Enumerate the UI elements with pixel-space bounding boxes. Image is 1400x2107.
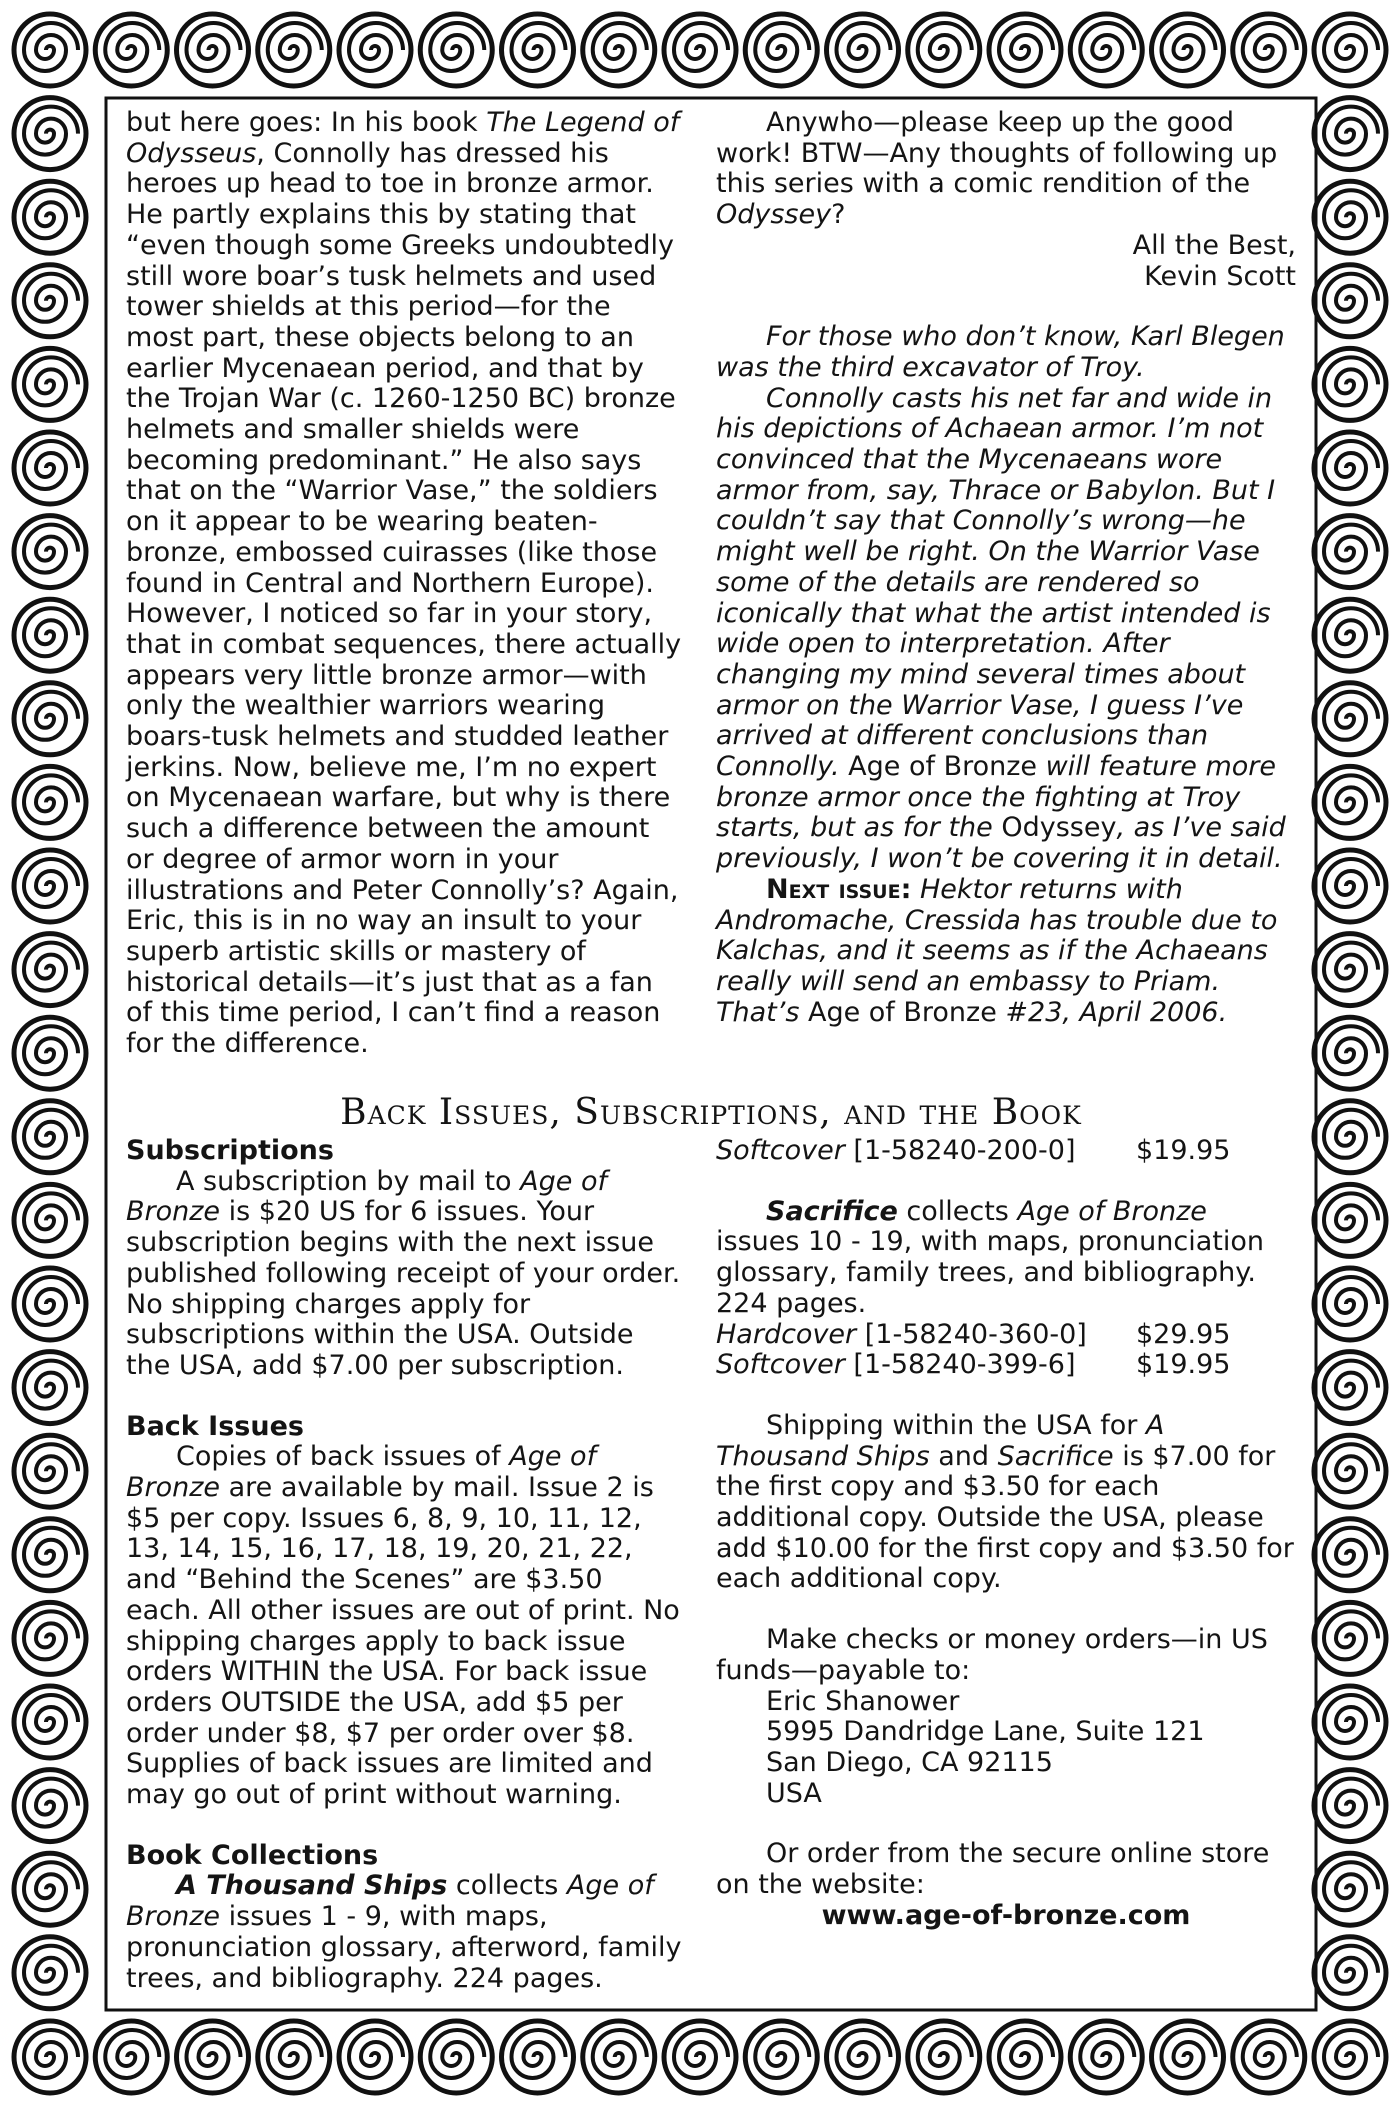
thousand-ships-text: A Thousand Ships collects Age of Bronze issues 1 - 9, with maps, pronunciation glossary, afterword, family trees, and bibliography. 224 pages. [126, 1870, 682, 1994]
spiral-ornament [258, 2021, 330, 2093]
editor-reply-2: Connolly casts his net far and wide in his depictions of Achaean armor. I’m not convinced that the Mycenaeans wore armor from, say, Thrace or Babylon. But I couldn’t say that Connolly’s wrong—he might well be right. On the Warrior Vase some of the details are rendered so iconically that what the artist intended is wide open to interpretation. After changing my mind several times about armor on the Warrior Vase, I guess I’ve arrived at different conclusions than Connolly. Age of Bronze will feature more bronze armor once the fighting at Troy starts, but as for the Odyssey, as I’ve said previously, I won’t be covering it in detail. [716, 382, 1286, 875]
spiral-ornament [1314, 1435, 1386, 1507]
address-line: San Diego, CA 92115 [766, 1746, 1053, 1778]
spiral-ornament [14, 1853, 86, 1925]
spiral-ornament [14, 683, 86, 755]
spiral-ornament [1314, 181, 1386, 253]
page-content [126, 108, 1296, 1998]
spiral-ornament [1314, 934, 1386, 1006]
address-line: USA [766, 1777, 822, 1809]
spiral-ornament [745, 14, 817, 86]
spiral-ornament [14, 1435, 86, 1507]
spiral-ornament [14, 98, 86, 170]
spiral-ornament [1314, 1937, 1386, 2009]
edition-row: Softcover [1-58240-399-6] $19.95 [716, 1349, 1231, 1381]
spiral-ornament [908, 14, 980, 86]
spiral-ornament [1314, 432, 1386, 504]
spiral-ornament [14, 1519, 86, 1591]
letter-closing: Anywho—please keep up the good work! BTW—Any thoughts of following up this series with a comic rendition of the Odyssey? [716, 107, 1278, 231]
edition-row: Softcover [1-58240-200-0] $19.95 [716, 1135, 1231, 1166]
price: $19.95 [1136, 1349, 1231, 1381]
spiral-ornament [908, 2021, 980, 2093]
spiral-ornament [1152, 14, 1224, 86]
next-issue-label: Next issue: [766, 873, 912, 905]
spiral-ornament [1314, 1602, 1386, 1674]
spiral-ornament [420, 14, 492, 86]
info-column-right [716, 1136, 1296, 1931]
spiral-ornament [14, 1770, 86, 1842]
spiral-ornament [14, 766, 86, 838]
spiral-ornament [14, 1268, 86, 1340]
edition-row: Hardcover [1-58240-360-0] $29.95 [716, 1318, 1231, 1350]
info-column-left [126, 1136, 682, 1994]
spiral-ornament [95, 14, 167, 86]
spiral-ornament [502, 2021, 574, 2093]
spiral-ornament [14, 1937, 86, 2009]
spiral-ornament [14, 599, 86, 671]
book-title: A Thousand Ships [176, 1870, 448, 1902]
spiral-ornament [827, 14, 899, 86]
spiral-ornament [1314, 1352, 1386, 1424]
price: $19.95 [1136, 1135, 1231, 1166]
spiral-ornament [14, 432, 86, 504]
shipping-text: Shipping within the USA for A Thousand Ships and Sacrifice is $7.00 for the first copy and $3.50 for each additional copy. Outside the USA, please add $10.00 for the first copy and $3.50 for each additional copy. [716, 1409, 1294, 1595]
spiral-ornament [1314, 516, 1386, 588]
spiral-ornament [95, 2021, 167, 2093]
spiral-ornament [339, 14, 411, 86]
spiral-ornament [177, 14, 249, 86]
website-link[interactable]: www.age-of-bronze.com [821, 1899, 1191, 1931]
address-line: 5995 Dandridge Lane, Suite 121 [766, 1716, 1205, 1748]
spiral-ornament [14, 1017, 86, 1089]
back-issues-heading: Back Issues [126, 1410, 304, 1442]
spiral-ornament [1314, 14, 1386, 86]
spiral-ornament [1314, 1101, 1386, 1173]
spiral-ornament [583, 2021, 655, 2093]
spiral-ornament [1314, 1268, 1386, 1340]
spiral-ornament [339, 2021, 411, 2093]
spiral-ornament [14, 14, 86, 86]
editor-reply-1: For those who don’t know, Karl Blegen was the third excavator of Troy. [716, 321, 1285, 383]
signature: Kevin Scott [1144, 260, 1296, 292]
spiral-ornament [1314, 98, 1386, 170]
spiral-ornament [1233, 2021, 1305, 2093]
online-text: Or order from the secure online store on the website: [716, 1838, 1270, 1901]
spiral-ornament [1314, 348, 1386, 420]
spiral-ornament [745, 2021, 817, 2093]
spiral-ornament [1314, 1853, 1386, 1925]
spiral-ornament [502, 14, 574, 86]
spiral-ornament [1314, 1017, 1386, 1089]
spiral-ornament [14, 934, 86, 1006]
spiral-ornament [1314, 1770, 1386, 1842]
spiral-ornament [1233, 14, 1305, 86]
spiral-ornament [14, 2021, 86, 2093]
price: $29.95 [1136, 1318, 1231, 1350]
spiral-ornament [14, 181, 86, 253]
next-issue: Next issue: Hektor returns with Andromache, Cressida has trouble due to Kalchas, and it seems as if the Achaeans really will send an embassy to Priam. That’s Age of Bronze #23, April 2006. [716, 873, 1278, 1028]
book-title: Sacrifice [766, 1195, 898, 1227]
spiral-ornament [420, 2021, 492, 2093]
spiral-ornament [1152, 2021, 1224, 2093]
spiral-ornament [1070, 14, 1142, 86]
spiral-ornament [258, 14, 330, 86]
spiral-ornament [1314, 683, 1386, 755]
letter-column-left [126, 108, 682, 1060]
book-collections-heading: Book Collections [126, 1839, 379, 1871]
spiral-ornament [664, 2021, 736, 2093]
spiral-ornament [583, 14, 655, 86]
spiral-ornament [14, 348, 86, 420]
spiral-ornament [14, 1352, 86, 1424]
address-line: Eric Shanower [766, 1685, 960, 1717]
spiral-ornament [1314, 1184, 1386, 1256]
spiral-ornament [664, 14, 736, 86]
spiral-ornament [1314, 1519, 1386, 1591]
spiral-ornament [1314, 766, 1386, 838]
back-issues-body: Copies of back issues of Age of Bronze are available by mail. Issue 2 is $5 per copy. Issues 6, 8, 9, 10, 11, 12, 13, 14, 15, 16, 17, 18, 19, 20, 21, 22, and “Behind the Scenes” are $3.50 each. All other issues are out of print. No shipping charges apply to back issue orders WITHIN the USA. For back issue orders OUTSIDE the USA, add $5 per order under $8, $7 per order over $8. Supplies of back issues are limited and may go out of print without warning. [126, 1441, 680, 1811]
spiral-ornament [14, 1602, 86, 1674]
spiral-ornament [989, 14, 1061, 86]
spiral-ornament [989, 2021, 1061, 2093]
spiral-ornament [14, 850, 86, 922]
letter-body: but here goes: In his book The Legend of Odysseus, Connolly has dressed his heroes up head to toe in bronze armor. He partly explains this by stating that “even though some Greeks undoubtedly still wore boar’s tusk helmets and used tower shields at this period—for the most part, these objects belong to an earlier Mycenaean period, and that by the Trojan War (c. 1260-1250 BC) bronze helmets and smaller shields were becoming predominant.” He also says that on the “Warrior Vase,” the soldiers on it appear to be wearing beaten-bronze, embossed cuirasses (like those found in Central and Northern Europe). However, I noticed so far in your story, that in combat sequences, there actually appears very little bronze armor—with only the wealthier warriors wearing boars-tusk helmets and studded leather jerkins. Now, believe me, I’m no expert on Mycenaean warfare, but why is there such a difference between the amount or degree of armor worn in your illustrations and Peter Connolly’s? Again, Eric, this is in no way an insult to your superb artistic skills or mastery of historical details—it’s just that as a fan of this time period, I can’t find a reason for the difference. [126, 107, 682, 1060]
spiral-ornament [14, 1184, 86, 1256]
sacrifice-text: Sacrifice collects Age of Bronze issues 10 - 19, with maps, pronunciation glossary, family trees, and bibliography. 224 pages. [716, 1195, 1264, 1319]
spiral-ornament [1314, 265, 1386, 337]
spiral-ornament [1314, 1686, 1386, 1758]
spiral-ornament [1314, 850, 1386, 922]
letter-column-right [716, 108, 1296, 1028]
spiral-ornament [1070, 2021, 1142, 2093]
signoff: All the Best, [1132, 229, 1296, 261]
spiral-ornament [177, 2021, 249, 2093]
subscriptions-heading: Subscriptions [126, 1135, 334, 1166]
spiral-ornament [14, 265, 86, 337]
section-banner: Back Issues, Subscriptions, and the Book [340, 1092, 1082, 1133]
spiral-ornament [1314, 2021, 1386, 2093]
subscriptions-body: A subscription by mail to Age of Bronze is $20 US for 6 issues. Your subscription begins with the next issue published following receipt of your order. No shipping charges apply for subscriptions within the USA. Outside the USA, add $7.00 per subscription. [126, 1165, 681, 1381]
spiral-ornament [14, 516, 86, 588]
spiral-ornament [14, 1101, 86, 1173]
spiral-ornament [827, 2021, 899, 2093]
spiral-ornament [14, 1686, 86, 1758]
spiral-ornament [1314, 599, 1386, 671]
payment-text: Make checks or money orders—in US funds—payable to: [716, 1624, 1268, 1686]
